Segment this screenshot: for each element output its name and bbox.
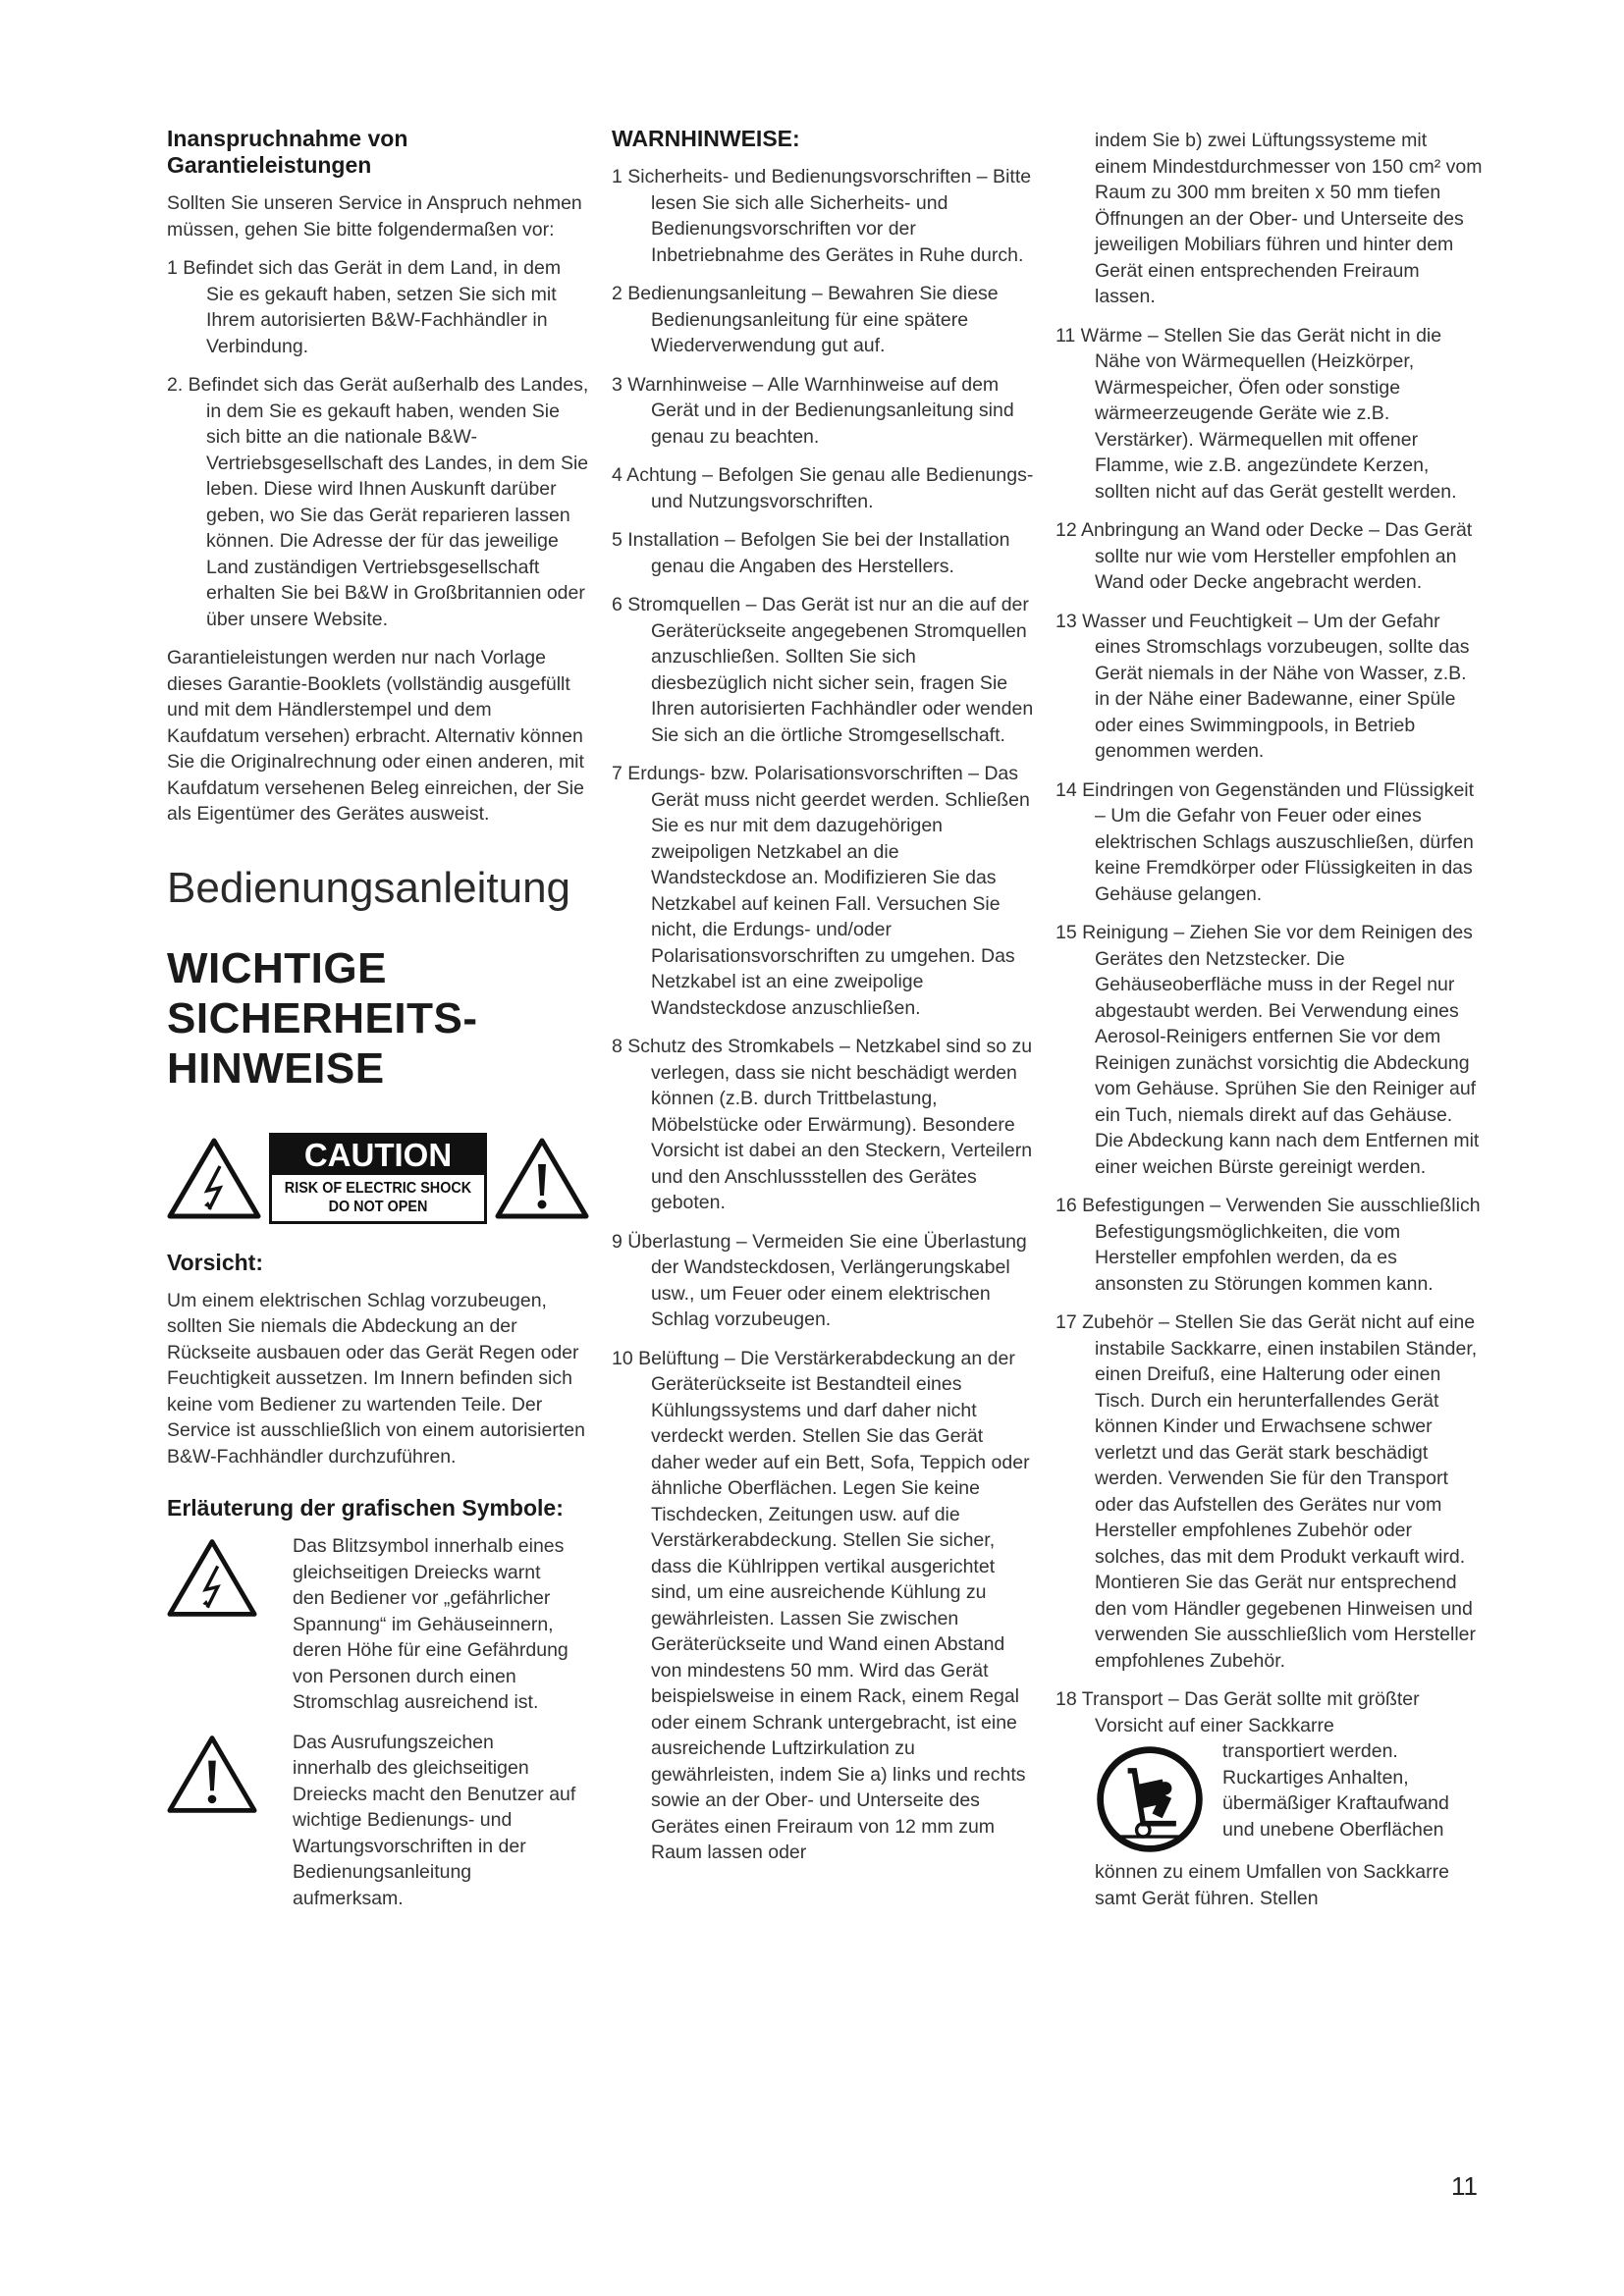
warning-item-7: 7 Erdungs- bzw. Polarisationsvorschriften – Das Gerät muss nicht geerdet werden. Schließen Sie es nur mit dem dazugehörigen zweipoligen Netzkabel an die Wandsteckdose an. Modifizieren Sie das Netzkabel auf keinen Fall. Versuchen Sie nicht, die Erdungs- und/oder Polarisationsvorschriften zu umgehen. Das Netzkabel ist an eine zweipolige Wandsteckdose anzuschließen. (612, 763, 1030, 1019)
lightning-warning-icon (167, 1137, 261, 1219)
caution-label-graphic (167, 1133, 589, 1224)
warning-item-16: 16 Befestigungen – Verwenden Sie ausschließlich Befestigungsmöglichkeiten, die vom Hersteller empfohlen werden, da es ansonsten zu Störungen kommen kann. (1056, 1195, 1481, 1295)
transport-warning-row (1056, 1738, 1483, 1859)
warning-item-1: 1 Sicherheits- und Bedienungsvorschriften – Bitte lesen Sie sich alle Sicherheits- und Bedienungsvorschriften vor der Inbetriebnahme des Gerätes in Ruhe durch. (612, 166, 1032, 266)
warnings-heading: WARNHINWEISE: (612, 126, 800, 151)
warning-item-10-continued: indem Sie b) zwei Lüftungssysteme mit einem Mindestdurchmesser von 150 cm² vom Raum zu 300 mm breiten x 50 mm tiefen Öffnungen an der Ober- und Unterseite des jeweiligen Mobiliars führen und hinter dem Gerät einen entsprechenden Freiraum lassen. (1095, 130, 1483, 307)
exclamation-triangle-icon (167, 1734, 257, 1814)
manual-title: Bedienungsanleitung (167, 863, 571, 912)
left-column (167, 126, 589, 1925)
warranty-intro: Sollten Sie unseren Service in Anspruch nehmen müssen, gehen Sie bitte folgendermaßen vor: (167, 192, 582, 240)
safety-title-line-2: SICHERHEITS- (167, 993, 478, 1042)
safety-title-line-1: WICHTIGE (167, 943, 387, 992)
warning-item-6: 6 Stromquellen – Das Gerät ist nur an die auf der Geräterückseite angegebenen Stromquellen anzuschließen. Sollten Sie sich diesbezüglich nicht sicher sein, fragen Sie Ihren autorisierten Fachhändler oder wenden Sie sich an die örtliche Stromgesellschaft. (612, 594, 1034, 746)
warning-item-15: 15 Reinigung – Ziehen Sie vor dem Reinigen des Gerätes den Netzstecker. Die Gehäuseoberfläche muss in der Regel nur abgestaubt werden. Bei Verwendung eines Aerosol-Reinigers entfernen Sie vor dem Reinigen zunächst vorsichtig die Abdeckung vom Gehäuse. Sprühen Sie den Reiniger auf ein Tuch, niemals direkt auf das Gehäuse. Die Abdeckung kann nach dem Entfernen mit einer weichen Bürste gereinigt werden. (1056, 922, 1480, 1178)
warning-item-12: 12 Anbringung an Wand oder Decke – Das Gerät sollte nur wie vom Hersteller empfohlen an Wand oder Decke angebracht werden. (1056, 519, 1473, 593)
safety-title (167, 943, 589, 1094)
vorsicht-text: Um einem elektrischen Schlag vorzubeugen, sollten Sie niemals die Abdeckung an der Rückseite ausbauen oder das Gerät Regen oder Feuchtigkeit aussetzen. Im Innern befinden sich keine vom Bediener zu wartenden Teile. Der Service ist ausschließlich von einem autorisierten B&W-Fachhändler durchzuführen. (167, 1289, 585, 1468)
warning-item-2: 2 Bedienungsanleitung – Bewahren Sie diese Bedienungsanleitung für eine spätere Wiederverwendung gut auf. (612, 283, 999, 356)
warning-item-17: 17 Zubehör – Stellen Sie das Gerät nicht auf eine instabile Sackkarre, einen instabilen Ständer, einen Dreifuß, eine Halterung oder einen Tisch. Durch ein herunterfallendes Gerät können Kinder und Erwachsene schwer verletzt und das Gerät stark beschädigt werden. Verwenden Sie für den Transport oder das Aufstellen des Gerätes nur vom Hersteller empfohlenes Zubehör oder solches, das mit dem Produkt verkauft wird. Montieren Sie das Gerät nur entsprechend den vom Händler gegebenen Hinweisen und verwenden Sie ausschließlich vom Hersteller empfohlenes Zubehör. (1056, 1311, 1478, 1672)
caution-subtext-line-2: DO NOT OPEN (328, 1198, 428, 1215)
warning-item-10: 10 Belüftung – Die Verstärkerabdeckung an der Geräterückseite ist Bestandteil eines Kühlungssystems und darf daher nicht verdeckt werden. Stellen Sie das Gerät daher weder auf ein Bett, Sofa, Teppich oder ähnliche Oberflächen. Legen Sie keine Tischdecken, Zeitungen usw. auf die Verstärkerabdeckung. Stellen Sie sicher, dass die Kühlrippen vertikal ausgerichtet sind, um eine ausreichende Kühlung zu gewährleisten. Lassen Sie zwischen Geräterückseite und Wand einen Abstand von mindestens 50 mm. Wird das Gerät beispielsweise in einem Rack, einem Regal oder einem Schrank untergebracht, ist eine ausreichende Luftzirkulation zu gewährleisten, indem Sie a) links und rechts sowie an der Ober- und Unterseite des Gerätes einen Freiraum von 12 mm zum Raum lassen oder (612, 1347, 1030, 1863)
warning-item-13: 13 Wasser und Feuchtigkeit – Um der Gefahr eines Stromschlags vorzubeugen, sollte das Gerät niemals in der Nähe von Wasser, z.B. in der Nähe einer Badewanne, einer Spüle oder eines Swimmingpools, in Betrieb genommen werden. (1056, 610, 1470, 762)
symbol-lightning-row (167, 1533, 589, 1716)
transport-warning-text: transportiert werden. Ruckartiges Anhalten, übermäßiger Kraftaufwand und unebene Oberflächen (1222, 1740, 1449, 1841)
symbol-exclamation-text: Das Ausrufungszeichen innerhalb des gleichseitigen Dreiecks macht den Benutzer auf wichtige Bedienungs- und Wartungsvorschriften in der Bedienungsanleitung aufmerksam. (293, 1731, 576, 1909)
page-number: 11 (1451, 2171, 1478, 2201)
caution-label: CAUTION (272, 1136, 484, 1175)
warning-item-11: 11 Wärme – Stellen Sie das Gerät nicht in die Nähe von Wärmequellen (Heizkörper, Wärmespeicher, Öfen oder sonstige wärmeerzeugende Geräte wie z.B. Verstärker). Wärmequellen mit offener Flamme, wie z.B. angezündete Kerzen, sollten nicht auf das Gerät gestellt werden. (1056, 324, 1457, 503)
cart-tip-over-icon (1095, 1744, 1205, 1854)
warning-item-5: 5 Installation – Befolgen Sie bei der Installation genau die Angaben des Herstellers. (612, 529, 1010, 577)
caution-box (269, 1133, 487, 1224)
caution-subtext (283, 1175, 473, 1221)
transport-warning-continued: können zu einem Umfallen von Sackkarre samt Gerät führen. Stellen (1095, 1861, 1449, 1909)
lightning-triangle-icon (167, 1537, 257, 1618)
right-column (1056, 128, 1483, 1911)
warning-item-3: 3 Warnhinweise – Alle Warnhinweise auf dem Gerät und in der Bedienungsanleitung sind genau zu beachten. (612, 373, 1014, 448)
symbol-lightning-text: Das Blitzsymbol innerhalb eines gleichseitigen Dreiecks warnt den Bediener vor „gefährlicher Spannung“ im Gehäuseinnern, deren Höhe für eine Gefährdung von Personen durch einen Stromschlag ausreichend ist. (293, 1535, 568, 1713)
warranty-step-2: 2. Befindet sich das Gerät außerhalb des Landes, in dem Sie es gekauft haben, wenden Sie sich bitte an die nationale B&W-Vertriebsgesellschaft des Landes, in dem Sie leben. Diese wird Ihnen Auskunft darüber geben, wo Sie das Gerät reparieren lassen können. Die Adresse der für das jeweilige Land zuständigen Vertriebsgesellschaft erhalten Sie bei B&W in Großbritannien oder über unsere Website. (167, 374, 589, 630)
warning-item-14: 14 Eindringen von Gegenständen und Flüssigkeit – Um die Gefahr von Feuer oder eines elektrischen Schlags auszuschließen, dürfen keine Fremdkörper oder Flüssigkeiten in das Gehäuse gelangen. (1056, 778, 1475, 905)
warranty-step-1: 1 Befindet sich das Gerät in dem Land, in dem Sie es gekauft haben, setzen Sie sich mit Ihrem autorisierten B&W-Fachhändler in Verbindung. (167, 257, 562, 357)
symbol-exclamation-row (167, 1730, 589, 1912)
warning-item-18: 18 Transport – Das Gerät sollte mit größter Vorsicht auf einer Sackkarre (1056, 1688, 1420, 1736)
warning-item-8: 8 Schutz des Stromkabels – Netzkabel sind so zu verlegen, dass sie nicht beschädigt werden können (z.B. durch Trittbelastung, Möbelstücke oder Erwärmung). Besondere Vorsicht ist dabei an den Steckern, Verteilern und den Anschlussstellen des Gerätes geboten. (612, 1036, 1033, 1213)
warning-item-4: 4 Achtung – Befolgen Sie genau alle Bedienungs- und Nutzungsvorschriften. (612, 464, 1034, 512)
warranty-heading: Inanspruchnahme von Garantieleistungen (167, 126, 408, 178)
warning-item-9: 9 Überlastung – Vermeiden Sie eine Überlastung der Wandsteckdosen, Verlängerungskabel usw., um Feuer oder einem elektrischen Schlag vorzubeugen. (612, 1230, 1027, 1330)
middle-column (612, 126, 1034, 1879)
symbols-heading: Erläuterung der grafischen Symbole: (167, 1495, 564, 1521)
safety-title-line-3: HINWEISE (167, 1043, 385, 1093)
warranty-note: Garantieleistungen werden nur nach Vorlage dieses Garantie-Booklets (vollständig ausgefüllt und mit dem Händlerstempel und dem Kaufdatum versehen) erbracht. Alternativ können Sie die Originalrechnung oder einen anderen, mit Kaufdatum versehenen Beleg einreichen, der Sie als Eigentümer des Gerätes ausweist. (167, 647, 584, 825)
caution-subtext-line-1: RISK OF ELECTRIC SHOCK (284, 1179, 472, 1197)
exclamation-warning-icon (495, 1137, 589, 1219)
vorsicht-heading: Vorsicht: (167, 1249, 263, 1275)
